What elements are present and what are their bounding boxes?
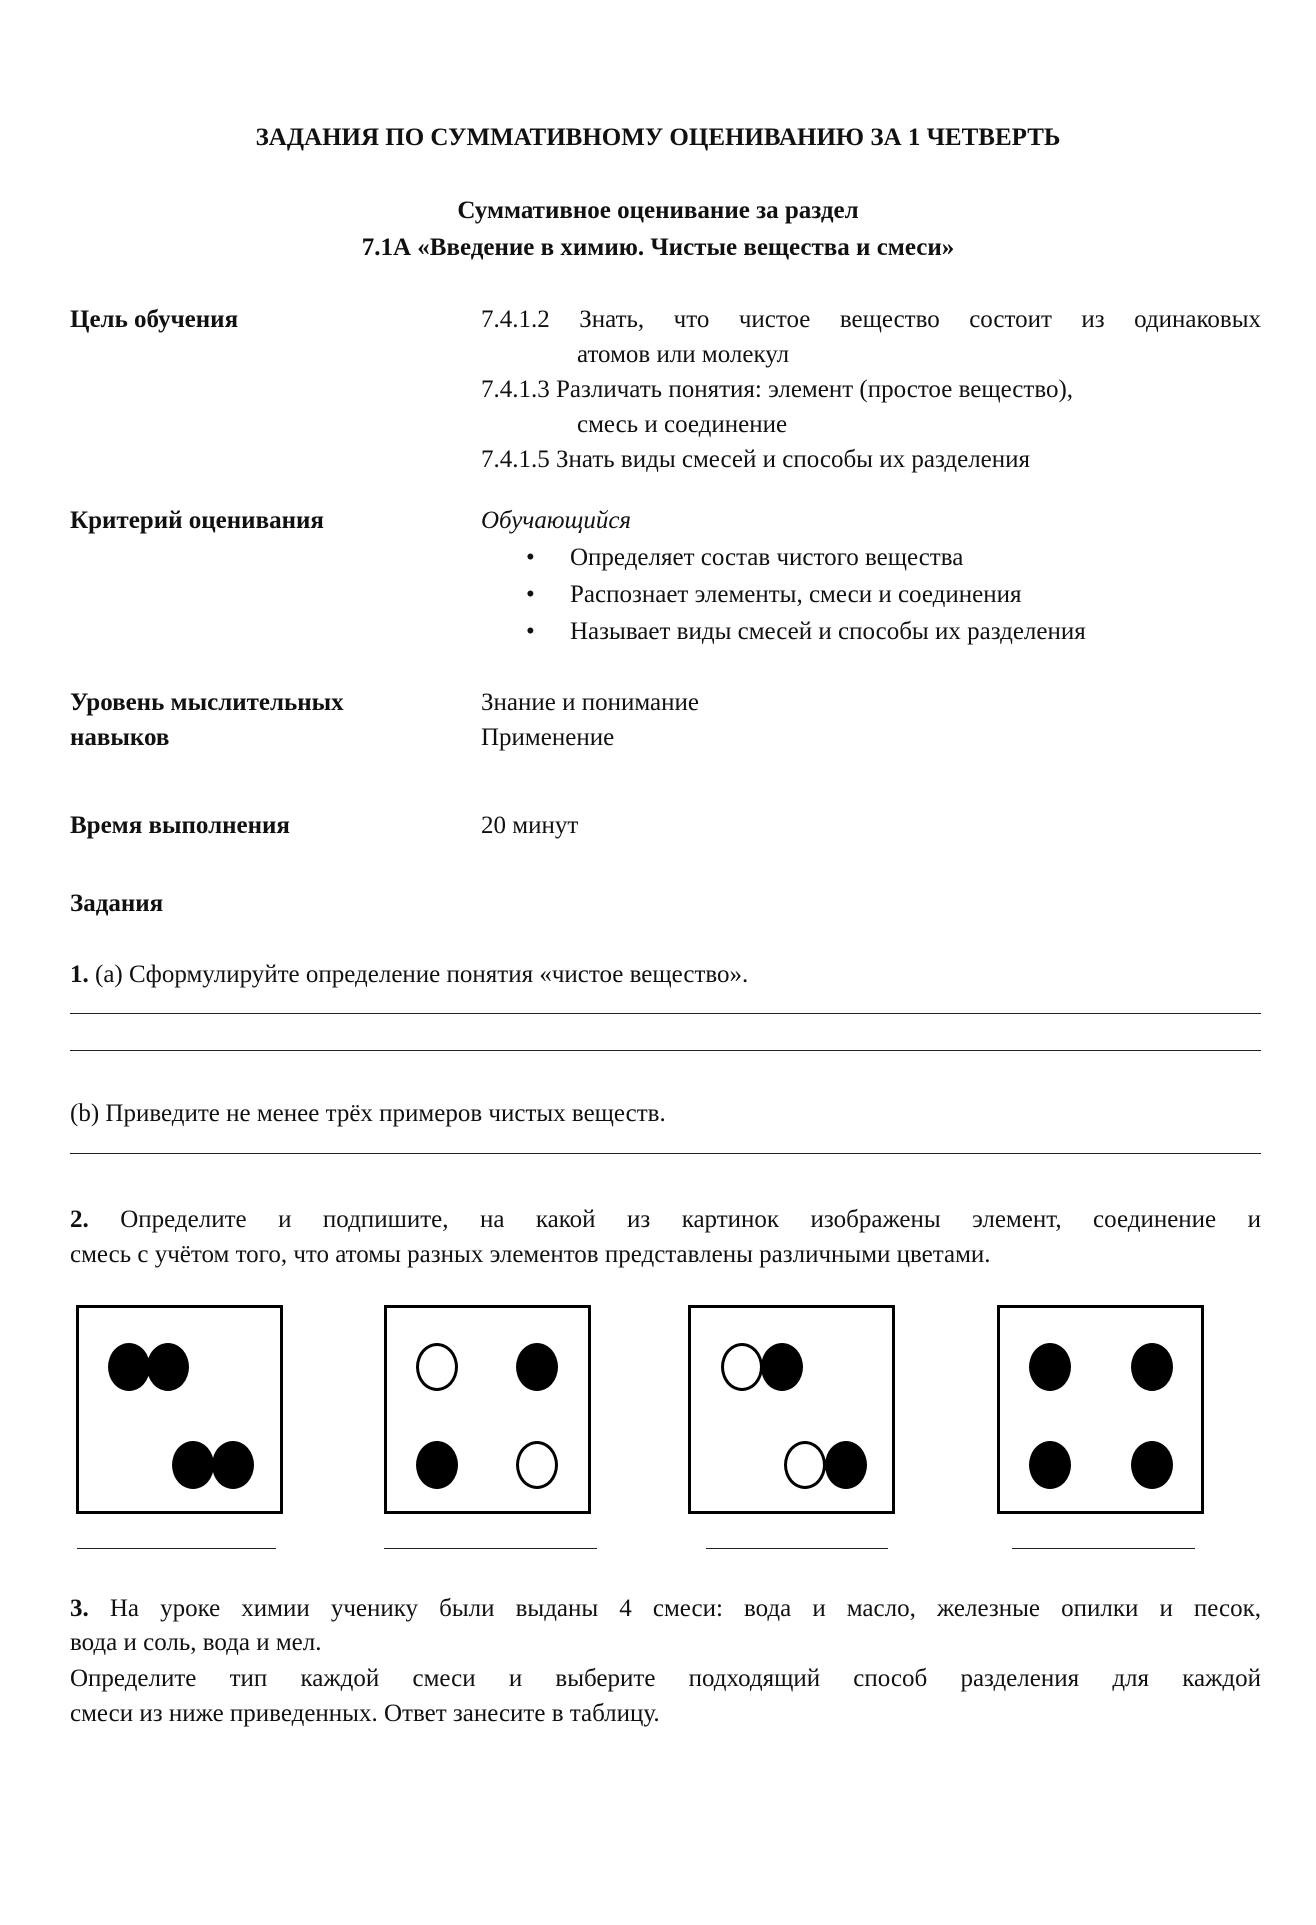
answer-line-1a-1[interactable] xyxy=(70,1013,1261,1014)
goal-item-2: 7.4.1.3 Различать понятия: элемент (простое вещество), xyxy=(481,376,1074,403)
time-label: Время выполнения xyxy=(70,812,290,839)
criteria-bullet-2: Распознает элементы, смеси и соединения xyxy=(570,581,1022,608)
bullet-icon: • xyxy=(526,618,535,645)
picture-3-compound xyxy=(688,1305,895,1514)
level-value-2: Применение xyxy=(481,724,615,751)
picture-3-answer-line[interactable] xyxy=(706,1548,888,1549)
question-3-line3: Определите тип каждой смеси и выберите подходящий способ разделения для каждой xyxy=(70,1665,1261,1692)
answer-line-1b[interactable] xyxy=(70,1153,1261,1154)
time-value: 20 минут xyxy=(481,812,579,839)
document-title: ЗАДАНИЯ ПО СУММАТИВНОМУ ОЦЕНИВАНИЮ ЗА 1 ЧЕТВЕРТЬ xyxy=(255,124,1061,151)
question-3-line1 xyxy=(70,1591,1261,1626)
tasks-heading: Задания xyxy=(70,890,164,917)
section-name: 7.1А «Введение в химию. Чистые вещества и смеси» xyxy=(361,234,955,261)
bullet-icon: • xyxy=(526,581,535,608)
goal-item-2-cont: смесь и соединение xyxy=(577,411,788,438)
level-label: Уровень мыслительных xyxy=(70,689,344,716)
picture-2-mixture xyxy=(384,1305,591,1514)
white-atom-icon xyxy=(721,1343,763,1391)
picture-4-answer-line[interactable] xyxy=(1012,1548,1195,1549)
question-number: 2. xyxy=(70,1206,89,1233)
picture-4-element-atoms xyxy=(997,1305,1204,1514)
black-atom-icon xyxy=(1029,1343,1071,1391)
question-1a xyxy=(70,957,748,992)
black-atom-icon xyxy=(825,1441,867,1489)
bullet-icon: • xyxy=(526,544,535,571)
question-2-line2: смесь с учётом того, что атомы разных элементов представлены различными цветами. xyxy=(70,1241,991,1268)
level-label-cont: навыков xyxy=(70,724,170,751)
goal-item-1-cont: атомов или молекул xyxy=(577,341,790,368)
black-atom-icon xyxy=(416,1441,458,1489)
goal-item-3: 7.4.1.5 Знать виды смесей и способы их разделения xyxy=(481,446,1031,473)
question-3-line2: вода и соль, вода и мел. xyxy=(70,1629,322,1656)
white-atom-icon xyxy=(784,1441,826,1489)
criteria-bullet-1: Определяет состав чистого вещества xyxy=(570,544,964,571)
criteria-label: Критерий оценивания xyxy=(70,507,324,534)
black-atom-icon xyxy=(761,1343,803,1391)
picture-1-answer-line[interactable] xyxy=(77,1548,276,1549)
section-subtitle: Суммативное оценивание за раздел xyxy=(457,197,859,224)
white-atom-icon xyxy=(516,1441,558,1489)
question-3-text: На уроке химии ученику были выданы 4 смеси: вода и масло, железные опилки и песок, xyxy=(88,1595,1261,1622)
criteria-bullet-3: Называет виды смесей и способы их разделения xyxy=(570,618,1086,645)
black-atom-icon xyxy=(1131,1441,1173,1489)
criteria-intro: Обучающийся xyxy=(481,507,632,534)
question-2-line1 xyxy=(70,1202,1261,1237)
black-atom-icon xyxy=(1131,1343,1173,1391)
question-number: 3. xyxy=(70,1595,89,1622)
question-2-text: Определите и подпишите, на какой из картинок изображены элемент, соединение и xyxy=(88,1206,1261,1233)
black-atom-icon xyxy=(212,1441,254,1489)
picture-1-element-molecules xyxy=(76,1305,283,1514)
picture-2-answer-line[interactable] xyxy=(384,1548,597,1549)
question-number: 1. xyxy=(70,961,89,988)
black-atom-icon xyxy=(108,1343,150,1391)
question-3-line4: смеси из ниже приведенных. Ответ занесите в таблицу. xyxy=(70,1700,660,1727)
level-value-1: Знание и понимание xyxy=(481,689,699,716)
black-atom-icon xyxy=(172,1441,214,1489)
black-atom-icon xyxy=(1029,1441,1071,1489)
black-atom-icon xyxy=(147,1343,189,1391)
goal-item-1: 7.4.1.2 Знать, что чистое вещество состоит из одинаковых xyxy=(481,306,1261,333)
question-1b: (b) Приведите не менее трёх примеров чистых веществ. xyxy=(70,1100,666,1127)
answer-line-1a-2[interactable] xyxy=(70,1050,1261,1051)
goal-label: Цель обучения xyxy=(70,306,239,333)
question-1a-text: (a) Сформулируйте определение понятия «чистое вещество». xyxy=(88,961,749,988)
white-atom-icon xyxy=(416,1343,458,1391)
black-atom-icon xyxy=(516,1343,558,1391)
